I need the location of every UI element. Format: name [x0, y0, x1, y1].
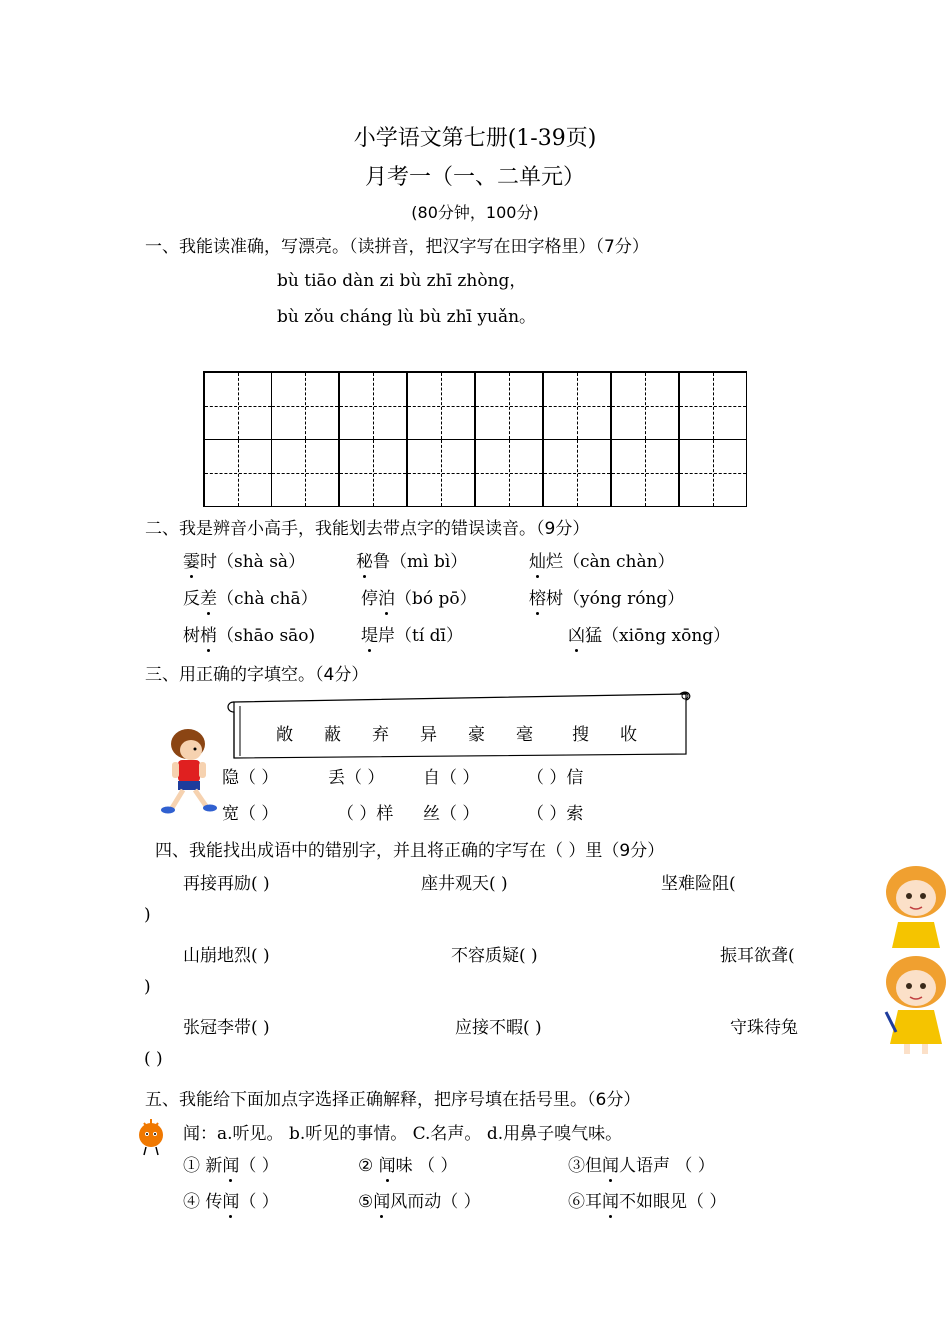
grid-cell[interactable] — [679, 439, 747, 507]
q4-heading: 四、我能找出成语中的错别字，并且将正确的字写在（ ）里（9分） — [155, 841, 665, 861]
sun-mascot-icon — [134, 1117, 168, 1157]
grid-cell[interactable] — [611, 372, 679, 440]
grid-cell[interactable] — [679, 372, 747, 440]
tianzige-grid[interactable] — [203, 371, 747, 507]
grid-cell[interactable] — [204, 372, 272, 440]
q4-item[interactable]: 不容质疑( ) — [451, 946, 538, 966]
q4-item[interactable]: 张冠李带( ) — [183, 1018, 270, 1038]
grid-cell[interactable] — [339, 439, 407, 507]
walking-boy-icon — [158, 726, 220, 818]
q4-item[interactable]: 再接再励( ) — [183, 874, 270, 894]
q4-wrap: ) — [144, 905, 151, 925]
q5-heading: 五、我能给下面加点字选择正确解释，把序号填在括号里。（6分） — [145, 1090, 641, 1110]
q3-fill[interactable]: （ ）样 — [337, 804, 394, 824]
q5-definition: 闻：a.听见。 b.听见的事情。 C.名声。 d.用鼻子嗅气味。 — [183, 1124, 623, 1144]
grid-cell[interactable] — [543, 439, 611, 507]
q2-item: 霎时（shà sà） — [183, 547, 305, 572]
q5-item[interactable]: ⑤闻风而动（ ） — [358, 1187, 481, 1212]
q4-item[interactable]: 坚难险阻( — [661, 874, 736, 894]
q2-heading: 二、我是辨音小高手，我能划去带点字的错误读音。（9分） — [145, 519, 590, 539]
q4-item[interactable]: 应接不暇( ) — [455, 1018, 542, 1038]
exam-meta: (80分钟，100分) — [411, 203, 539, 222]
q3-fill[interactable]: （ ）信 — [527, 768, 584, 788]
q3-fill[interactable]: 宽（ ） — [222, 804, 279, 824]
bank-word: 豪 — [468, 725, 485, 745]
q4-item[interactable]: 山崩地烈( ) — [183, 946, 270, 966]
q4-wrap[interactable]: ( ) — [144, 1049, 163, 1069]
scroll-word-bank — [230, 698, 688, 756]
exam-subtitle: 月考一（一、二单元） — [364, 165, 585, 190]
q5-item[interactable]: ④ 传闻（ ） — [183, 1187, 279, 1212]
q2-item: 堤岸（tí dī） — [361, 621, 463, 646]
q2-item: 停泊（bó pō） — [361, 584, 477, 609]
q5-item[interactable]: ① 新闻（ ） — [183, 1151, 279, 1176]
q1-pinyin-line2: bù zǒu cháng lù bù zhī yuǎn。 — [277, 307, 537, 327]
grid-cell[interactable] — [611, 439, 679, 507]
grid-cell[interactable] — [407, 439, 475, 507]
grid-cell[interactable] — [271, 439, 339, 507]
q3-heading: 三、用正确的字填空。（4分） — [145, 665, 369, 685]
bank-word: 异 — [420, 725, 437, 745]
bank-word: 弃 — [372, 725, 389, 745]
q3-fill[interactable]: （ ）索 — [527, 804, 584, 824]
grid-cell[interactable] — [339, 372, 407, 440]
grid-cell[interactable] — [204, 439, 272, 507]
grid-cell[interactable] — [407, 372, 475, 440]
q3-fill[interactable]: 丢（ ） — [328, 768, 385, 788]
grid-cell[interactable] — [475, 372, 543, 440]
q3-fill[interactable]: 丝（ ） — [423, 804, 480, 824]
grid-cell[interactable] — [475, 439, 543, 507]
q5-item[interactable]: ② 闻味 （ ） — [358, 1151, 457, 1176]
q1-heading: 一、我能读准确，写漂亮。（读拼音，把汉字写在田字格里）（7分） — [145, 237, 649, 257]
q4-item[interactable]: 振耳欲聋( — [720, 946, 795, 966]
q3-fill[interactable]: 自（ ） — [423, 768, 480, 788]
grid-cell[interactable] — [271, 372, 339, 440]
q2-item: 榕树（yóng róng） — [529, 584, 684, 609]
q1-pinyin-line1: bù tiāo dàn zi bù zhī zhòng， — [277, 271, 527, 291]
grid-cell[interactable] — [543, 372, 611, 440]
q2-item: 灿烂（càn chàn） — [529, 547, 675, 572]
bank-word: 蔽 — [324, 725, 341, 745]
q2-item: 树梢（shāo sāo) — [183, 621, 315, 646]
q4-wrap: ) — [144, 977, 151, 997]
q4-item[interactable]: 守珠待兔 — [730, 1018, 798, 1038]
bank-word: 收 — [620, 725, 637, 745]
bank-word: 搜 — [572, 725, 589, 745]
q2-item: 凶猛（xiōng xōng） — [568, 621, 730, 646]
q5-item[interactable]: ③但闻人语声 （ ） — [568, 1151, 715, 1176]
q4-item[interactable]: 座井观天( ) — [421, 874, 508, 894]
bank-word: 敞 — [276, 725, 293, 745]
girl-cartoon-icon — [880, 862, 950, 1058]
q3-fill[interactable]: 隐（ ） — [222, 768, 279, 788]
q2-item: 反差（chà chā） — [183, 584, 318, 609]
page-title: 小学语文第七册(1-39页) — [353, 126, 597, 151]
q2-item: 秘鲁（mì bì） — [356, 547, 467, 572]
q5-item[interactable]: ⑥耳闻不如眼见（ ） — [568, 1187, 726, 1212]
bank-word: 毫 — [516, 725, 533, 745]
